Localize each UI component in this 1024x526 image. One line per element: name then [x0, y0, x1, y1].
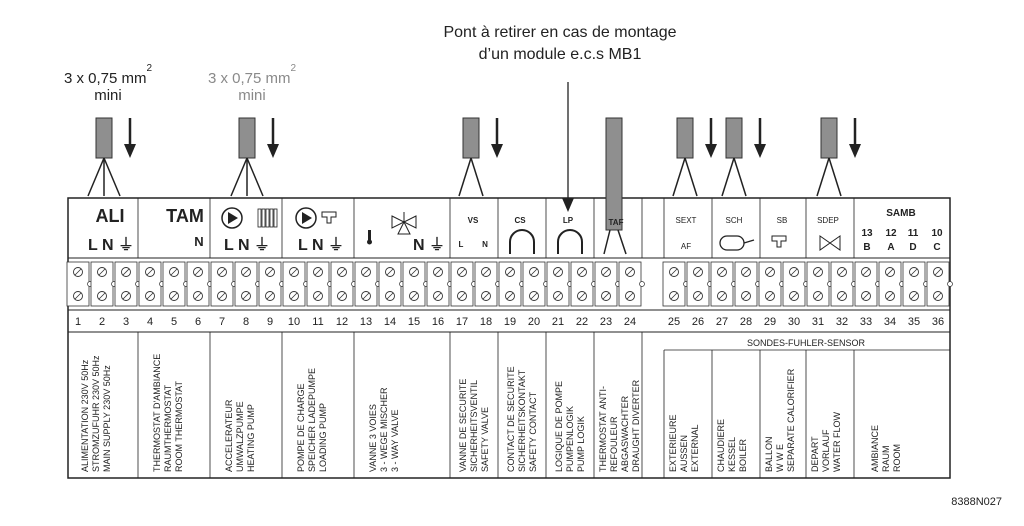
sensor-sdep-lead	[829, 158, 841, 196]
description-line: ALIMENTATION 230V 50Hz	[80, 359, 90, 472]
sensor-sext-arrow-head	[705, 144, 717, 158]
description-line: EXTERIEURE	[668, 414, 678, 472]
block-vs-l: L	[458, 240, 464, 249]
terminal-number: 15	[407, 316, 421, 328]
cable-spec-1-text: 3 x 0,75 mm	[63, 70, 147, 87]
samb-num-3: 11	[907, 228, 919, 239]
cable-spec-1-sup: 2	[146, 63, 153, 74]
terminal-number: 26	[691, 316, 705, 328]
description-line: BOILER	[738, 438, 748, 472]
block-lp-title: LP	[562, 216, 574, 225]
description-line: MAIN SUPPLY 230V 50Hz	[102, 365, 112, 472]
valve-symbol	[820, 236, 830, 250]
description-line: SEPARATE CALORIFIER	[786, 368, 796, 472]
terminal-number: 32	[835, 316, 849, 328]
terminal-number: 9	[266, 316, 274, 328]
sensor-ali-arrow-head	[124, 144, 136, 158]
samb-letter-3: D	[909, 242, 917, 253]
terminal-number: 7	[218, 316, 226, 328]
description-line: AUSSEN	[679, 434, 689, 472]
terminal-number: 4	[146, 316, 154, 328]
terminal-number: 18	[479, 316, 493, 328]
radiator-fin	[270, 209, 273, 227]
annotation-line-2: d’un module e.c.s MB1	[478, 46, 642, 63]
tap-symbol	[772, 236, 786, 247]
sensor-vs-body	[463, 118, 479, 158]
description-line: ACCELERATEUR	[224, 399, 234, 472]
terminal-number: 5	[170, 316, 178, 328]
description-line: REFOULEUR	[609, 416, 619, 472]
block-sdep-title: SDEP	[817, 216, 839, 225]
sensor-accel-arrow-head	[267, 144, 279, 158]
terminal-number: 25	[667, 316, 681, 328]
description-line: 3 - WAY VALVE	[390, 409, 400, 472]
terminal-number: 22	[575, 316, 589, 328]
terminal-link	[948, 282, 953, 287]
block-ali-title: ALI	[95, 206, 125, 226]
block-taf-title: TAF	[608, 218, 624, 227]
block-ali-sub: L N ⏚	[88, 237, 134, 254]
sensor-vs-lead	[459, 158, 471, 196]
description-line: HEATING PUMP	[246, 404, 256, 472]
description-line: KESSEL	[727, 436, 737, 472]
description-line: WATER FLOW	[832, 412, 842, 472]
description-line: CONTACT DE SECURITE	[506, 366, 516, 472]
terminal-number: 17	[455, 316, 469, 328]
sensor-accel-body	[239, 118, 255, 158]
terminal-number: 10	[287, 316, 301, 328]
terminal-link	[640, 282, 645, 287]
block-sch-title: SCH	[725, 216, 743, 225]
cable-spec-1-sub: mini	[94, 87, 122, 104]
cable-spec-2-text: 3 x 0,75 mm	[207, 70, 291, 87]
sensor-vs-lead	[471, 158, 483, 196]
sensor-taf-body	[606, 118, 622, 230]
description-line: SAFETY CONTACT	[528, 391, 538, 472]
sensor-taf-lead	[604, 230, 610, 254]
thermometer-bulb	[367, 240, 372, 245]
boiler-symbol	[720, 236, 744, 250]
description-line: ROOM THERMOSTAT	[174, 381, 184, 472]
terminal-number: 33	[859, 316, 873, 328]
terminal-number: 35	[907, 316, 921, 328]
terminal-number: 19	[503, 316, 517, 328]
terminal-number: 3	[122, 316, 130, 328]
block-accel-sub: L N ⏚	[224, 237, 270, 254]
sensor-sext-lead	[673, 158, 685, 196]
description-line: W W E	[775, 444, 785, 472]
sensor-accel-lead	[231, 158, 247, 196]
description-line: STROMZUFUHR 230V 50Hz	[91, 355, 101, 472]
tap-symbol	[322, 212, 336, 223]
cable-spec-2-sup: 2	[290, 63, 297, 74]
block-tam-sub: N	[194, 234, 204, 249]
terminal-number: 8	[242, 316, 250, 328]
terminal-number: 30	[787, 316, 801, 328]
radiator-fin	[266, 209, 269, 227]
terminal-number: 34	[883, 316, 897, 328]
cable-spec-2-sub: mini	[238, 87, 266, 104]
description-line: 3 - WEGE MISCHER	[379, 387, 389, 472]
terminal-number: 20	[527, 316, 541, 328]
terminal-number: 6	[194, 316, 202, 328]
sensor-sext-lead	[685, 158, 697, 196]
description-line: VORLAUF	[821, 429, 831, 472]
block-tam-title: TAM	[166, 206, 204, 226]
description-line: SICHERHEITSVENTIL	[469, 379, 479, 472]
samb-letter-1: B	[863, 242, 871, 253]
description-line: DEPART	[810, 436, 820, 472]
terminal-number: 31	[811, 316, 825, 328]
description-line: SICHERHEITSKONTAKT	[517, 369, 527, 472]
cs-bridge-symbol	[510, 230, 534, 254]
sensor-sch-lead	[722, 158, 734, 196]
sensor-sdep-body	[821, 118, 837, 158]
valve-symbol	[830, 236, 840, 250]
terminal-number: 23	[599, 316, 613, 328]
samb-num-2: 12	[885, 228, 897, 239]
description-line: BALLON	[764, 436, 774, 472]
description-line: POMPE DE CHARGE	[296, 383, 306, 472]
sensor-header: SONDES-FUHLER-SENSOR	[746, 338, 865, 348]
description-line: SAFETY VALVE	[480, 406, 490, 472]
sensor-sext-body	[677, 118, 693, 158]
description-line: LOGIQUE DE POMPE	[554, 380, 564, 472]
terminal-number: 21	[551, 316, 565, 328]
sensor-ali-body	[96, 118, 112, 158]
sensor-taf-lead	[618, 230, 626, 254]
annotation-arrow-head	[562, 198, 574, 212]
description-line: VANNE 3 VOIES	[368, 404, 378, 472]
sensor-sch-lead	[734, 158, 746, 196]
sensor-sch-arrow-head	[754, 144, 766, 158]
annotation-line-1: Pont à retirer en cas de montage	[443, 24, 677, 41]
description-line: CHAUDIERE	[716, 418, 726, 472]
terminal-number: 28	[739, 316, 753, 328]
description-line: RAUM	[881, 445, 891, 472]
terminal-number: 36	[931, 316, 945, 328]
terminal-number: 27	[715, 316, 729, 328]
footer-code: 8388N027	[951, 496, 1002, 508]
sensor-sdep-arrow-head	[849, 144, 861, 158]
terminal-number: 29	[763, 316, 777, 328]
terminal-number: 16	[431, 316, 445, 328]
terminal-number: 13	[359, 316, 373, 328]
sensor-ali-lead	[88, 158, 104, 196]
description-line: ROOM	[892, 444, 902, 472]
boiler-flame	[744, 240, 754, 243]
terminal-number: 2	[98, 316, 106, 328]
sensor-sdep-lead	[817, 158, 829, 196]
terminal-number: 24	[623, 316, 637, 328]
thermometer-symbol	[368, 230, 371, 240]
sensor-sch-body	[726, 118, 742, 158]
description-line: SPEICHER LADEPUMPE	[307, 367, 317, 472]
terminal-number: 1	[74, 316, 82, 328]
description-line: ABGASWACHTER	[620, 395, 630, 472]
description-line: RAUMTHERMOSTAT	[163, 384, 173, 472]
lp-bridge-symbol	[558, 230, 582, 254]
block-pump-load-sub: L N ⏚	[298, 237, 344, 254]
radiator-fin	[274, 209, 277, 227]
block-sb-title: SB	[776, 216, 788, 225]
sensor-ali-lead	[104, 158, 120, 196]
samb-num-1: 13	[861, 228, 873, 239]
sensor-accel-lead	[247, 158, 263, 196]
samb-num-4: 10	[931, 228, 943, 239]
description-line: LOADING PUMP	[318, 402, 328, 472]
samb-letter-4: C	[933, 242, 941, 253]
radiator-fin	[262, 209, 265, 227]
block-sext-sub: AF	[680, 242, 692, 251]
description-line: PUMPENLOGIK	[565, 405, 575, 472]
terminal-number: 14	[383, 316, 397, 328]
sensor-vs-arrow-head	[491, 144, 503, 158]
block-sext-title: SEXT	[675, 216, 697, 225]
description-line: DRAUGHT DIVERTER	[631, 379, 641, 472]
block-vs-n: N	[482, 240, 488, 249]
block-samb-title: SAMB	[886, 208, 916, 219]
description-line: THERMOSTAT D'AMBIANCE	[152, 353, 162, 472]
description-line: UMWALZPUMPE	[235, 401, 245, 472]
samb-letter-2: A	[887, 242, 895, 253]
block-valve-sub: N ⏚	[412, 237, 445, 254]
description-line: THERMOSTAT ANTI-	[598, 385, 608, 472]
description-line: VANNE DE SECURITE	[458, 378, 468, 472]
description-line: PUMP LOGIK	[576, 416, 586, 472]
block-cs-title: CS	[514, 216, 526, 225]
block-vs-title: VS	[467, 216, 479, 225]
description-line: AMBIANCE	[870, 424, 880, 472]
terminal-number: 11	[312, 316, 324, 328]
terminal-number: 12	[335, 316, 349, 328]
description-line: EXTERNAL	[690, 424, 700, 472]
terminal-strip	[67, 262, 953, 306]
radiator-fin	[258, 209, 261, 227]
